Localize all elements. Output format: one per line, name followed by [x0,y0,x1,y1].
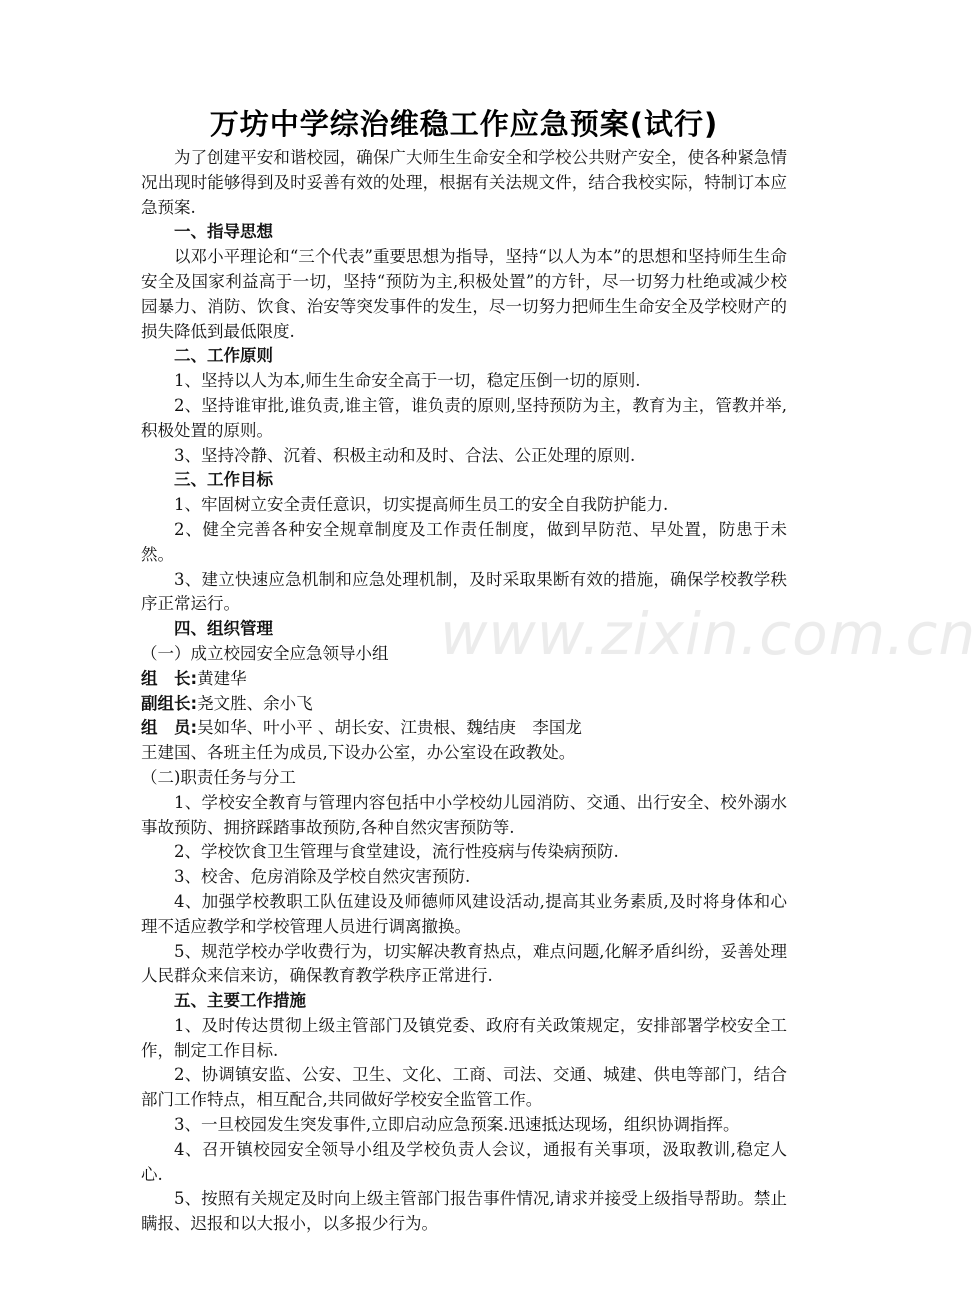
paragraph: 1、牢固树立安全责任意识，切实提高师生员工的安全自我防护能力. [174,495,669,515]
section-heading: 二、工作原则 [174,346,273,366]
paragraph: 3、坚持冷静、沉着、积极主动和及时、合法、公正处理的原则. [174,445,636,465]
intro-paragraph: 为了创建平安和谐校园，确保广大师生生命安全和学校公共财产安全，使各种紧急情况出现时能够得到及时妥善有效的处理，根据有关法规文件，结合我校实际，特制订本应急预案. [141,148,787,217]
leader-name: 黄建华 [197,668,247,688]
watermark: www.zixin.com.cn [440,600,976,668]
members-label: 组 员: [141,718,198,738]
deputy-row [141,692,787,717]
members-names: 吴如华、叶小平 、胡长安、江贵根、魏结庚 李国龙 [197,718,582,738]
paragraph: 2、学校饮食卫生管理与食堂建设，流行性疫病与传染病预防. [174,842,619,862]
leader-row [141,667,787,692]
paragraph: 3、一旦校园发生突发事件,立即启动应急预案.迅速抵达现场，组织协调指挥。 [174,1115,740,1135]
section-heading: 三、工作目标 [174,470,273,490]
section-heading: 四、组织管理 [174,619,273,639]
paragraph: 4、召开镇校园安全领导小组及学校负责人会议，通报有关事项，汲取教训,稳定人心. [141,1139,787,1184]
section-heading: 一、指导思想 [174,222,273,242]
paragraph: 2、健全完善各种安全规章制度及工作责任制度，做到早防范、早处置，防患于未然。 [141,519,787,564]
paragraph: 2、坚持谁审批,谁负责,谁主管，谁负责的原则,坚持预防为主，教育为主，管教并举,积极处置的原则。 [141,395,787,440]
deputy-label: 副组长: [141,693,198,713]
paragraph: 1、学校安全教育与管理内容包括中小学校幼儿园消防、交通、出行安全、校外溺水事故预防、拥挤踩踏事故预防,各种自然灾害预防等. [141,792,787,837]
paragraph: 4、加强学校教职工队伍建设及师德师风建设活动,提高其业务素质,及时将身体和心理不适应教学和学校管理人员进行调离撤换。 [141,891,787,936]
paragraph: 3、校舍、危房消除及学校自然灾害预防. [174,867,471,887]
leader-label: 组 长: [141,668,198,688]
paragraph: 2、协调镇安监、公安、卫生、文化、工商、司法、交通、城建、供电等部门，结合部门工作特点，相互配合,共同做好学校安全监管工作。 [141,1065,787,1110]
deputy-names: 尧文胜、余小飞 [197,693,313,713]
paragraph: 3、建立快速应急机制和应急处理机制，及时采取果断有效的措施，确保学校教学秩序正常运行。 [141,569,787,614]
subsection-heading: （一）成立校园安全应急领导小组 [141,643,389,663]
document-page [141,102,787,1237]
members-continued: 王建国、各班主任为成员,下设办公室，办公室设在政教处。 [141,743,576,763]
paragraph: 5、规范学校办学收费行为，切实解决教育热点，难点问题,化解矛盾纠纷，妥善处理人民群众来信来访，确保教育教学秩序正常进行. [141,941,787,986]
paragraph: 1、及时传达贯彻上级主管部门及镇党委、政府有关政策规定，安排部署学校安全工作，制定工作目标. [141,1015,787,1060]
subsection-heading: （二)职责任务与分工 [141,767,296,787]
section-heading: 五、主要工作措施 [174,991,306,1011]
document-title: 万坊中学综治维稳工作应急预案(试行) [209,107,719,141]
paragraph: 5、按照有关规定及时向上级主管部门报告事件情况,请求并接受上级指导帮助。禁止瞒报、迟报和以大报小，以多报少行为。 [141,1189,787,1234]
paragraph: 以邓小平理论和“三个代表”重要思想为指导，坚持“以人为本”的思想和坚持师生生命安全及国家利益高于一切，坚持“预防为主,积极处置”的方针，尽一切努力杜绝或减少校园暴力、消防、饮食、治安等突发事件的发生，尽一切努力把师生生命安全及学校财产的损失降低到最低限度. [141,247,787,341]
members-row [141,716,787,741]
paragraph: 1、坚持以人为本,师生生命安全高于一切，稳定压倒一切的原则. [174,371,641,391]
